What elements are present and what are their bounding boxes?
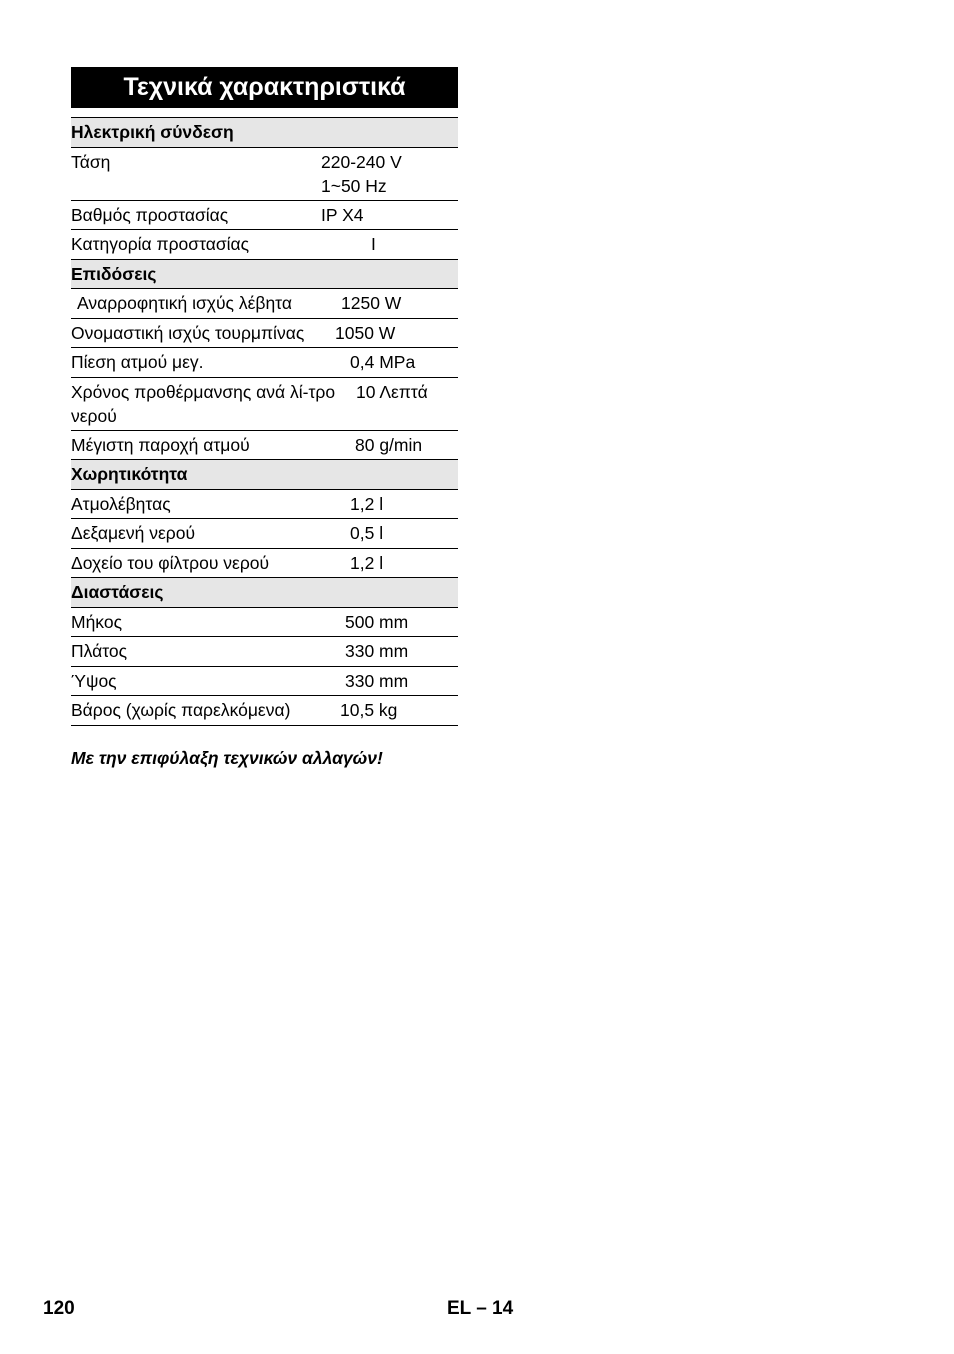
- table-row: [71, 289, 458, 319]
- table-row: [71, 148, 458, 201]
- page-code: EL – 14: [447, 1298, 514, 1319]
- table-row: [71, 378, 458, 431]
- section-heading-label: Επιδόσεις: [71, 263, 157, 284]
- row-label: Τάση: [71, 151, 111, 172]
- row-label: Μέγιστη παροχή ατμού: [71, 434, 250, 455]
- row-value: 1050 W: [335, 322, 396, 343]
- row-label: Ατμολέβητας: [71, 493, 171, 514]
- spec-table: [71, 117, 458, 726]
- row-value: 80 g/min: [355, 434, 423, 455]
- section-heading-label: Διαστάσεις: [71, 582, 164, 603]
- table-row: [71, 201, 458, 231]
- section-heading-label: Χωρητικότητα: [71, 464, 188, 485]
- section-heading-capacity: [71, 460, 458, 490]
- page-number: 120: [43, 1298, 75, 1319]
- table-row: [71, 348, 458, 378]
- table-row: [71, 549, 458, 579]
- page-title: Τεχνικά χαρακτηριστικά: [71, 67, 458, 108]
- table-row: [71, 608, 458, 638]
- row-label: Ύψος: [71, 670, 117, 691]
- table-row: [71, 319, 458, 349]
- row-value: 1,2 l: [350, 493, 384, 514]
- row-value: 500 mm: [345, 611, 409, 632]
- row-label: Χρόνος προθέρμανσης ανά λί-τρο νερού: [71, 381, 336, 426]
- table-row: [71, 431, 458, 461]
- section-heading-label: Ηλεκτρική σύνδεση: [71, 122, 234, 143]
- table-row: [71, 230, 458, 260]
- section-heading-dimensions: [71, 578, 458, 608]
- table-row: [71, 519, 458, 549]
- row-value: 10,5 kg: [340, 700, 398, 720]
- table-row: [71, 490, 458, 520]
- row-value: 220-240 V 1~50 Hz: [321, 151, 402, 196]
- table-row: [71, 667, 458, 697]
- section-heading-electrical: [71, 118, 458, 148]
- row-label: Αναρροφητική ισχύς λέβητα: [77, 293, 292, 313]
- row-label: Βάρος (χωρίς παρελκόμενα): [71, 700, 291, 720]
- table-row: [71, 637, 458, 667]
- disclaimer-note: Με την επιφύλαξη τεχνικών αλλαγών!: [71, 748, 383, 768]
- row-value: 10 Λεπτά: [356, 381, 428, 402]
- row-value: 1,2 l: [350, 552, 384, 573]
- row-label: Μήκος: [71, 611, 123, 632]
- row-value: 0,5 l: [350, 523, 384, 543]
- row-value: I: [371, 234, 376, 254]
- row-value: 330 mm: [345, 670, 409, 691]
- row-label: Ονομαστική ισχύς τουρμπίνας: [71, 322, 305, 343]
- row-value: IP X4: [321, 204, 364, 225]
- row-label: Πλάτος: [71, 641, 128, 661]
- row-label: Βαθμός προστασίας: [71, 204, 229, 225]
- row-value: 0,4 MPa: [350, 352, 416, 372]
- row-label: Δοχείο του φίλτρου νερού: [71, 552, 270, 573]
- row-label: Κατηγορία προστασίας: [71, 234, 250, 254]
- row-value: 330 mm: [345, 641, 409, 661]
- section-heading-performance: [71, 260, 458, 290]
- row-label: Πίεση ατμού μεγ.: [71, 352, 204, 372]
- row-value: 1250 W: [341, 293, 402, 313]
- table-row: [71, 696, 458, 726]
- row-label: Δεξαμενή νερού: [71, 523, 196, 543]
